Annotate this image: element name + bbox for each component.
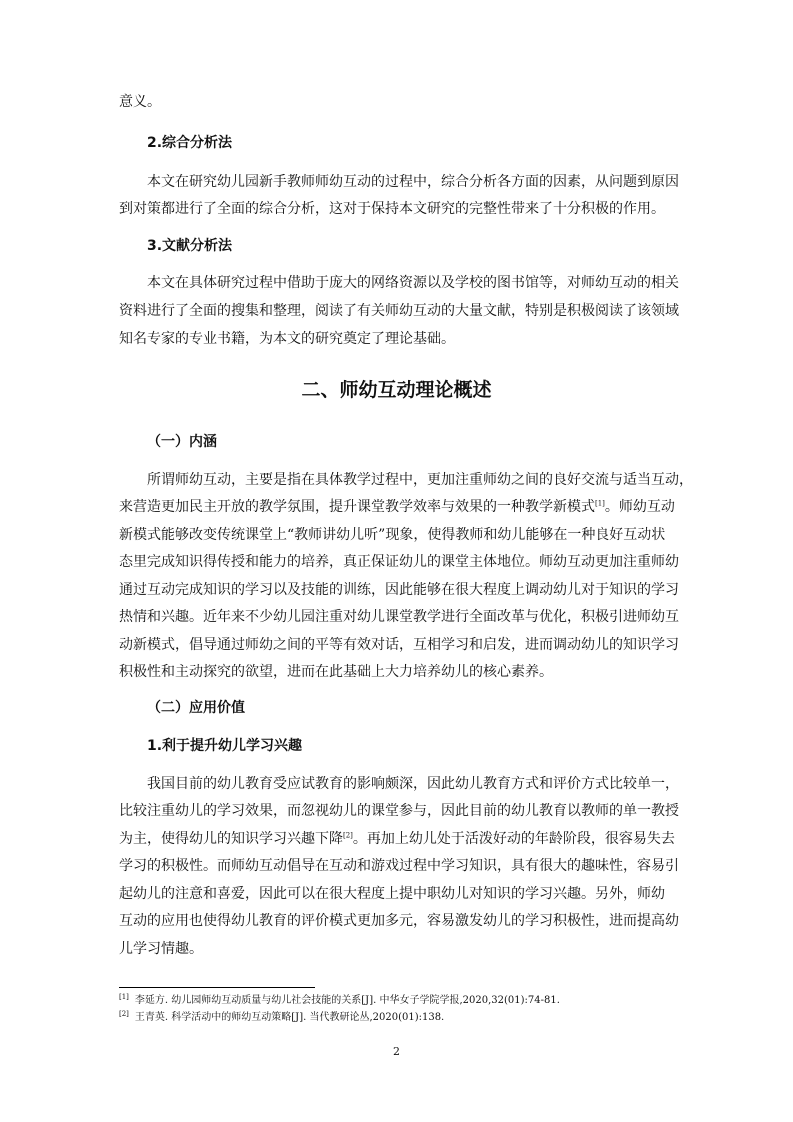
item-heading-interest: 1.利于提升幼儿学习兴趣 [147, 738, 303, 754]
paragraph-line [119, 829, 675, 849]
footnote-mark: [2] [119, 1009, 129, 1018]
paragraph-line: 起幼儿的注意和喜爱，因此可以在很大程度上提中职幼儿对知识的学习兴趣。另外，师幼 [119, 886, 665, 902]
paragraph-line: 新模式能够改变传统课堂上“教师讲幼儿听”现象，使得教师和幼儿能够在一种良好互动状 [119, 527, 666, 543]
page-number: 2 [393, 1045, 400, 1058]
method-heading-comprehensive: 2.综合分析法 [147, 135, 233, 151]
method-heading-literature: 3.文献分析法 [147, 238, 233, 254]
paragraph-line: 比较注重幼儿的学习效果，而忽视幼儿的课堂参与，因此目前的幼儿教育以教师的单一教授 [119, 803, 679, 819]
paragraph-text: 来营造更加民主开放的教学氛围，提升课堂教学效率与效果的一种教学新模式 [119, 499, 595, 515]
paragraph-line [119, 497, 675, 517]
paragraph-line: 学习的积极性。而师幼互动倡导在互动和游戏过程中学习知识，具有很大的趣味性，容易引 [119, 858, 679, 874]
paragraph-text: 。再加上幼儿处于活泼好动的年龄阶段，很容易失去 [352, 831, 675, 847]
paragraph-fragment: 意义。 [119, 94, 161, 110]
paragraph-line: 知名专家的专业书籍，为本文的研究奠定了理论基础。 [119, 331, 455, 347]
paragraph-line: 儿学习情趣。 [119, 941, 203, 957]
section-title: 二、师幼互动理论概述 [301, 379, 492, 401]
paragraph-line: 积极性和主动探究的欲望，进而在此基础上大力培养幼儿的核心素养。 [119, 664, 553, 680]
paragraph-text: 。师幼互动 [604, 499, 675, 515]
paragraph-text: 为主，使得幼儿的知识学习兴趣下降 [119, 831, 343, 847]
footnote-1 [119, 994, 560, 1008]
footnote-mark: [1] [119, 992, 129, 1001]
paragraph-line: 本文在研究幼儿园新手教师师幼互动的过程中，综合分析各方面的因素，从问题到原因 [147, 174, 679, 190]
subsection-heading-value: （二）应用价值 [147, 700, 245, 716]
paragraph-line: 到对策都进行了全面的综合分析，这对于保持本文研究的完整性带来了十分积极的作用。 [119, 201, 665, 217]
paragraph-line: 热情和兴趣。近年来不少幼儿园注重对幼儿课堂教学进行全面改革与优化，积极引进师幼互 [119, 609, 679, 625]
paragraph-line: 态里完成知识得传授和能力的培养，真正保证幼儿的课堂主体地位。师幼互动更加注重师幼 [119, 554, 679, 570]
paragraph-line: 通过互动完成知识的学习以及技能的训练，因此能够在很大程度上调动幼儿对于知识的学习 [119, 582, 679, 598]
subsection-heading-connotation: （一）内涵 [147, 434, 217, 450]
footnote-divider [119, 987, 315, 988]
footnote-text: 王青英. 科学活动中的师幼互动策略[J]. 当代教研论丛,2020(01):138. [134, 1012, 445, 1023]
citation-ref[interactable]: [2] [343, 831, 353, 840]
paragraph-line: 所谓师幼互动，主要是指在具体教学过程中，更加注重师幼之间的良好交流与适当互动， [147, 472, 693, 488]
paragraph-line: 资料进行了全面的搜集和整理，阅读了有关师幼互动的大量文献，特别是积极阅读了该领域 [119, 303, 679, 319]
citation-ref[interactable]: [1] [595, 499, 605, 508]
paragraph-line: 动新模式，倡导通过师幼之间的平等有效对话，互相学习和启发，进而调动幼儿的知识学习 [119, 637, 679, 653]
footnote-2 [119, 1011, 444, 1025]
paragraph-line: 本文在具体研究过程中借助于庞大的网络资源以及学校的图书馆等，对师幼互动的相关 [147, 275, 679, 291]
footnote-text: 李延方. 幼儿园师幼互动质量与幼儿社会技能的关系[J]. 中华女子学院学报,2020,32(01):74-81. [134, 995, 560, 1006]
paragraph-line: 我国目前的幼儿教育受应试教育的影响颇深，因此幼儿教育方式和评价方式比较单一， [147, 776, 679, 792]
paragraph-line: 互动的应用也使得幼儿教育的评价模式更加多元，容易激发幼儿的学习积极性，进而提高幼 [119, 913, 679, 929]
